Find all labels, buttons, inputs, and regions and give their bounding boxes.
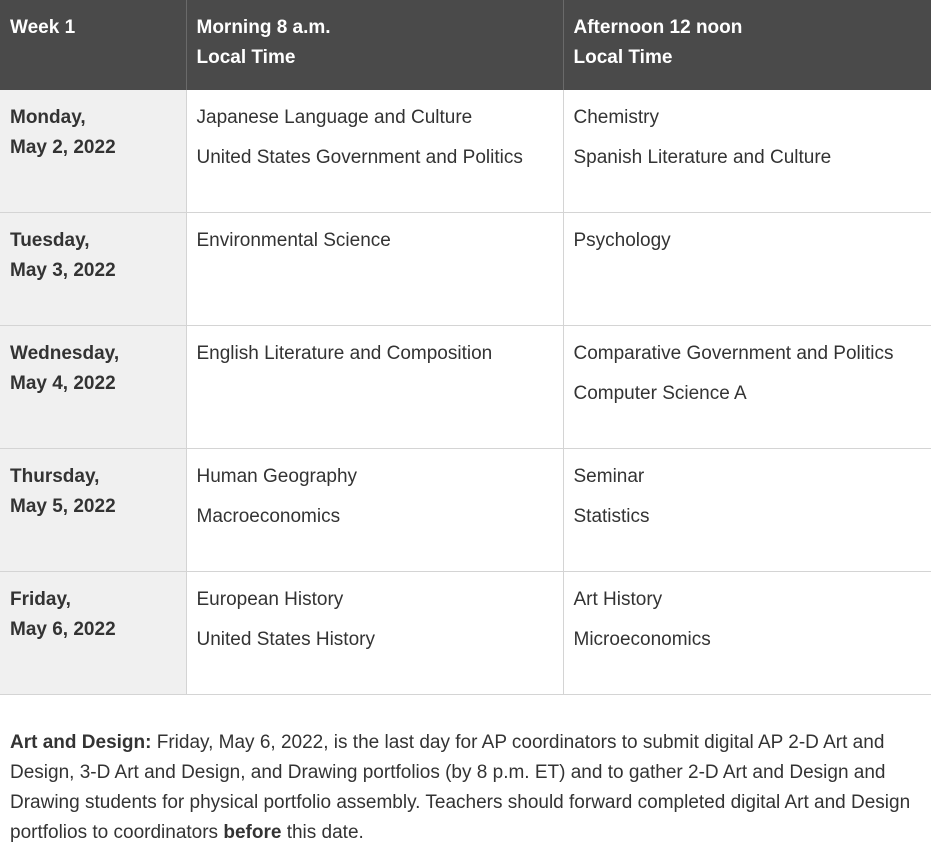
table-header: [0, 0, 931, 90]
afternoon-subject: Spanish Literature and Culture: [573, 147, 832, 168]
header-week-label: Week 1: [10, 17, 76, 38]
day-cell: [0, 572, 186, 695]
morning-cell: [186, 449, 563, 572]
morning-cell: [186, 572, 563, 695]
day-name: Friday,: [10, 589, 71, 610]
note-text: Friday, May 6, 2022, is the last day for AP coordinators to submit digital AP 2-D Art and Design, 3-D Art and Design, and Drawing portfolios (by 8 p.m. ET) and to gather 2-D Art and Design and Drawing students for physical portfolio assembly. Teachers should forward completed digital Art and Design portfolios to coordinators: [10, 732, 911, 843]
note-label: Art and Design:: [10, 732, 152, 753]
header-afternoon: [563, 0, 931, 90]
afternoon-subject: Art History: [573, 589, 663, 610]
day-name: Tuesday,: [10, 230, 90, 251]
day-date: May 2, 2022: [10, 137, 116, 158]
morning-subject: European History: [196, 589, 344, 610]
morning-subject: Japanese Language and Culture: [196, 107, 473, 128]
afternoon-subject: Seminar: [573, 466, 645, 487]
afternoon-subject: Psychology: [573, 230, 671, 251]
day-cell: [0, 449, 186, 572]
morning-cell: [186, 90, 563, 213]
morning-subject: United States Government and Politics: [196, 147, 523, 168]
table-row: [0, 90, 931, 213]
morning-subject: Macroeconomics: [196, 506, 341, 527]
header-morning: [186, 0, 563, 90]
morning-cell: [186, 326, 563, 449]
morning-subject: United States History: [196, 629, 375, 650]
header-afternoon-line1: Afternoon 12 noon: [573, 17, 743, 38]
afternoon-subject: Statistics: [573, 506, 650, 527]
note-text-end: this date.: [281, 822, 364, 843]
header-morning-line1: Morning 8 a.m.: [196, 17, 331, 38]
table-row: [0, 213, 931, 326]
header-afternoon-line2: Local Time: [573, 47, 673, 68]
afternoon-subject: Chemistry: [573, 107, 660, 128]
day-date: May 4, 2022: [10, 373, 116, 394]
afternoon-cell: [563, 449, 931, 572]
day-name: Wednesday,: [10, 343, 120, 364]
morning-subject: Human Geography: [196, 466, 358, 487]
day-date: May 3, 2022: [10, 260, 116, 281]
afternoon-subject: Microeconomics: [573, 629, 711, 650]
note-emphasis: before: [223, 822, 282, 843]
header-morning-line2: Local Time: [196, 47, 296, 68]
morning-cell: [186, 213, 563, 326]
day-name: Monday,: [10, 107, 86, 128]
afternoon-cell: [563, 213, 931, 326]
header-row: [0, 0, 931, 90]
day-cell: [0, 213, 186, 326]
art-design-note: [0, 714, 931, 848]
day-cell: [0, 90, 186, 213]
day-date: May 6, 2022: [10, 619, 116, 640]
table-body: [0, 90, 931, 695]
day-name: Thursday,: [10, 466, 100, 487]
day-date: May 5, 2022: [10, 496, 116, 517]
afternoon-cell: [563, 326, 931, 449]
afternoon-cell: [563, 572, 931, 695]
table-row: [0, 326, 931, 449]
table-row: [0, 449, 931, 572]
morning-subject: English Literature and Composition: [196, 343, 493, 364]
afternoon-cell: [563, 90, 931, 213]
afternoon-subject: Comparative Government and Politics: [573, 343, 894, 364]
table-row: [0, 572, 931, 695]
afternoon-subject: Computer Science A: [573, 383, 747, 404]
day-cell: [0, 326, 186, 449]
header-week: [0, 0, 186, 90]
morning-subject: Environmental Science: [196, 230, 391, 251]
